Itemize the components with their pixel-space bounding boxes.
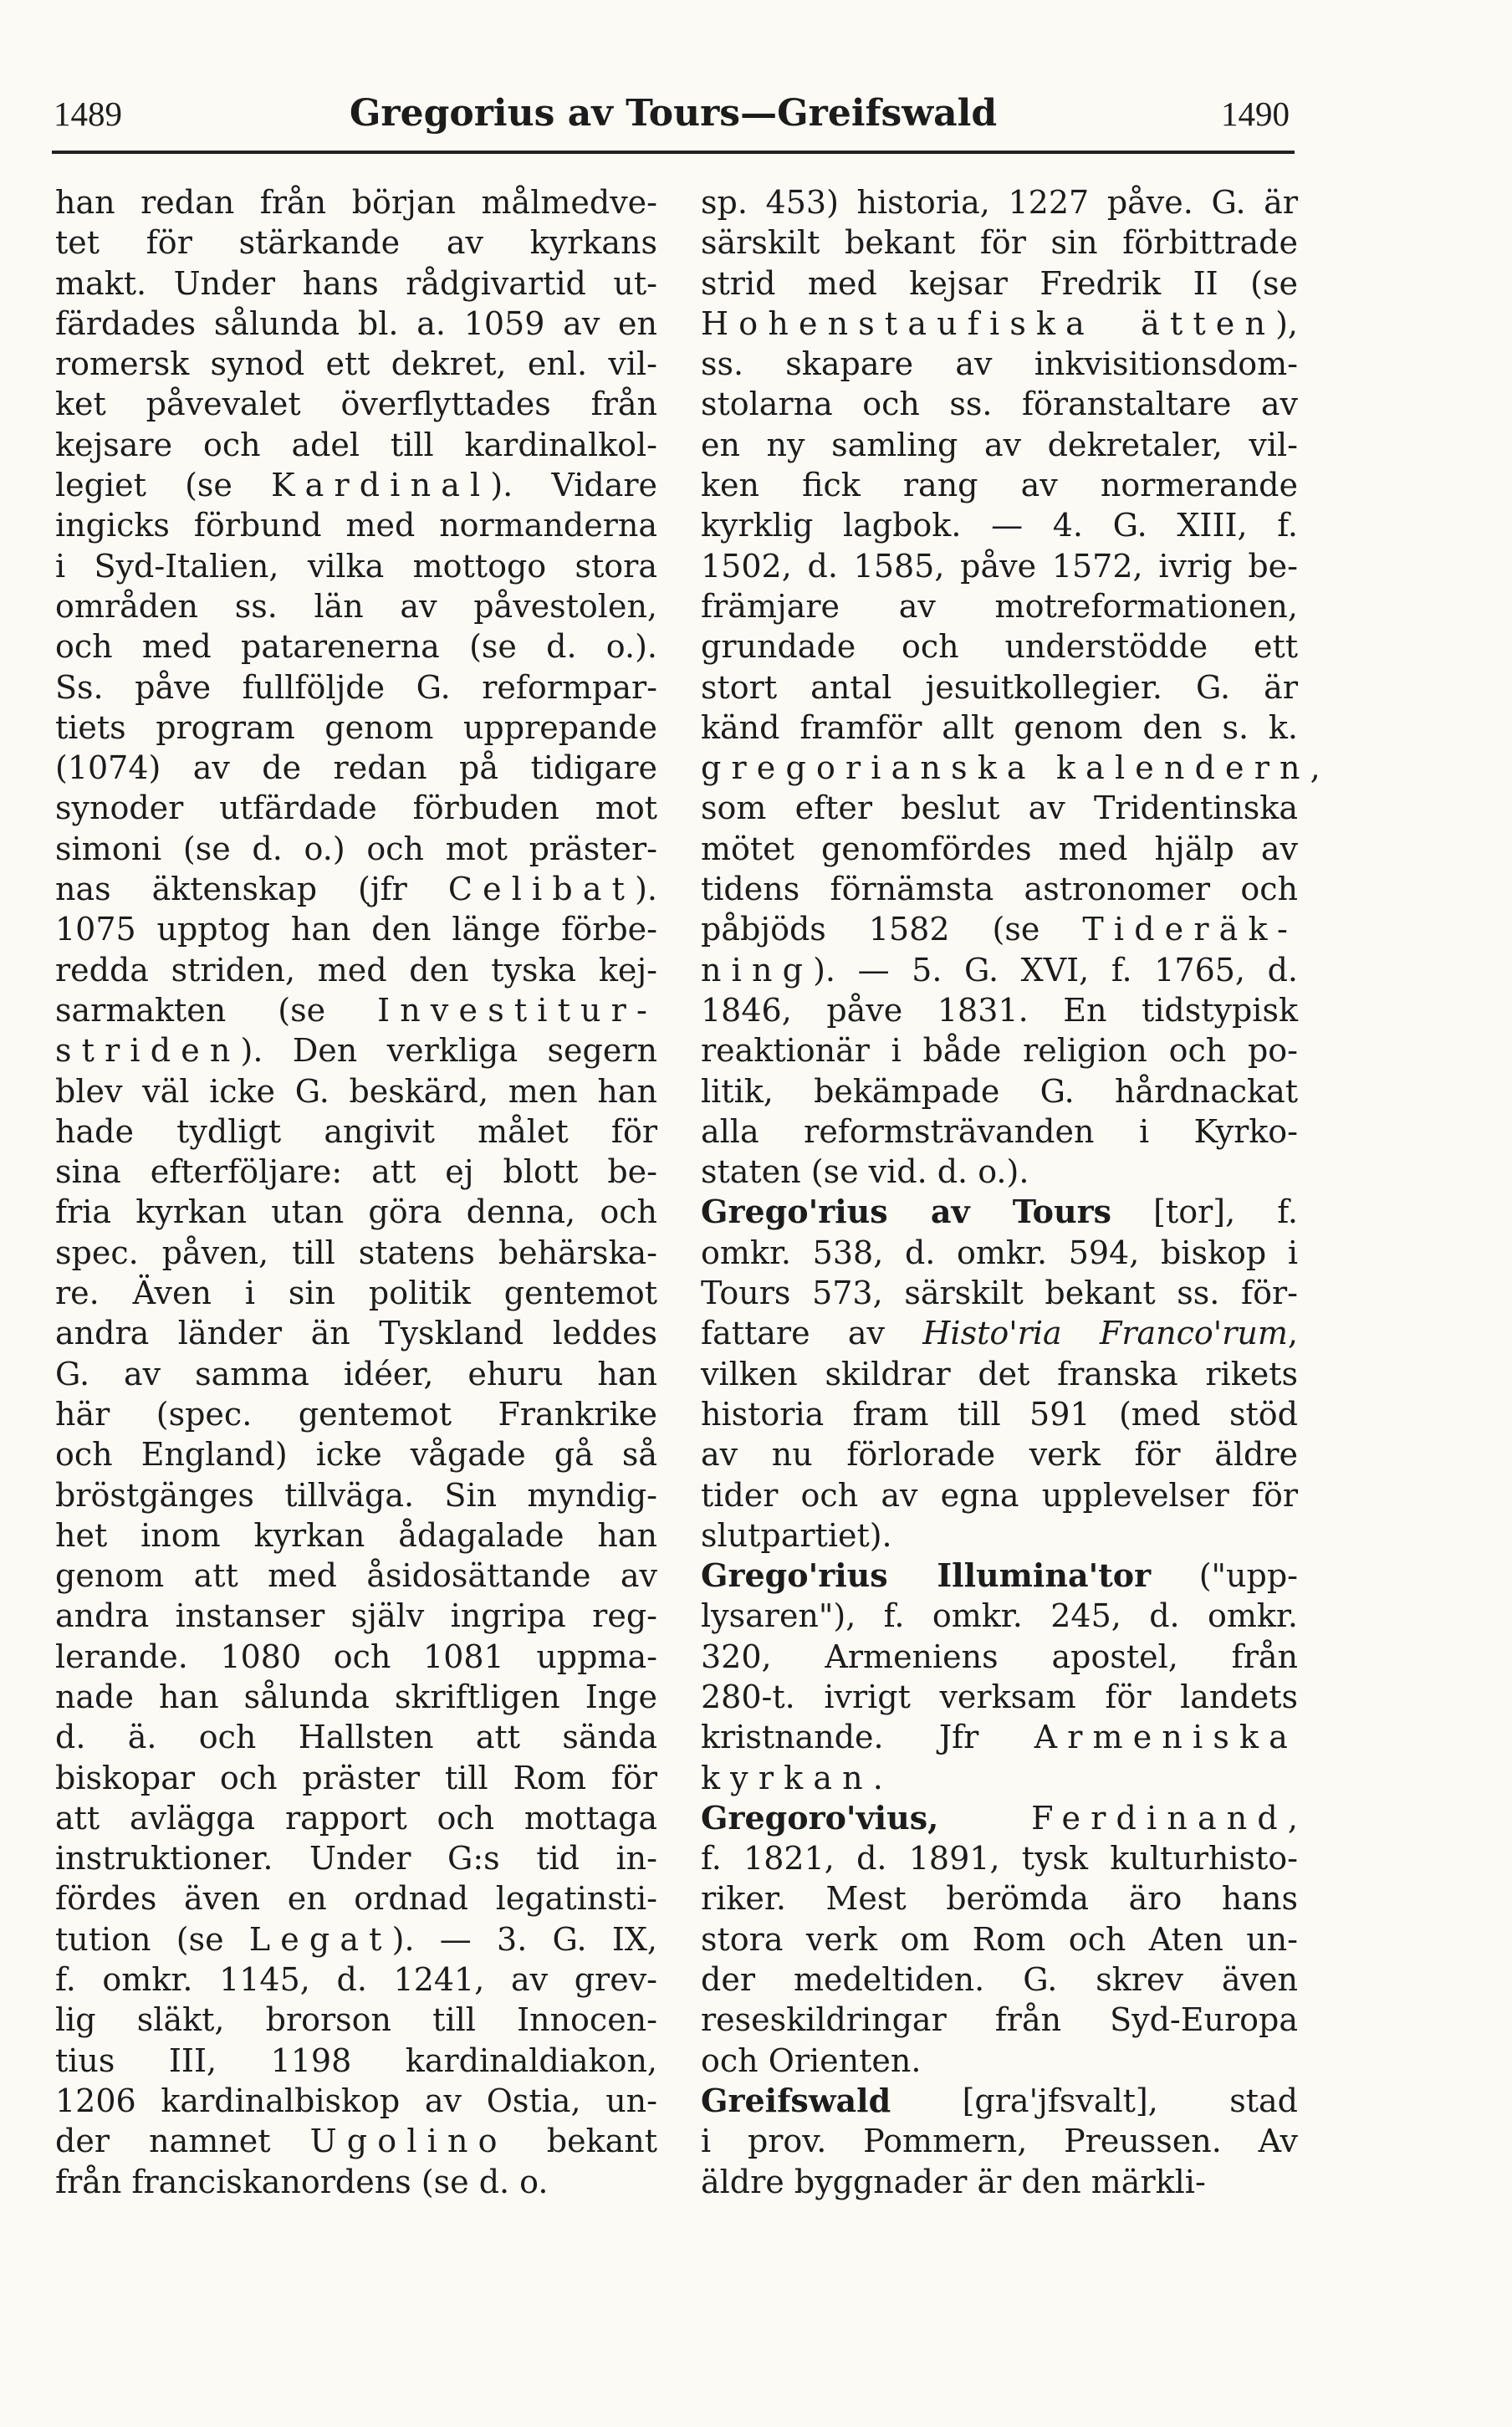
- text-line: stora verk om Rom och Aten un-: [701, 1920, 1298, 1958]
- text-line: tidens förnämsta astronomer och: [701, 871, 1298, 908]
- emphasized-term: Legat: [248, 1920, 392, 1958]
- text-line: bröstgänges tillväga. Sin myndig-: [55, 1476, 657, 1514]
- text-line: nade han sålunda skriftligen Inge: [55, 1678, 657, 1715]
- text-line: 1075 upptog han den länge förbe-: [55, 911, 657, 948]
- text-line: re. Även i sin politik gentemot: [55, 1275, 657, 1312]
- text-line: 1206 kardinalbiskop av Ostia, un-: [55, 2082, 657, 2119]
- text-line: mötet genomfördes med hjälp av: [701, 830, 1298, 867]
- text-line: och England) icke vågade gå så: [55, 1436, 657, 1474]
- text-line: 1846, påve 1831. En tidstypisk: [701, 991, 1298, 1029]
- text-line: och med patarenerna (se d. o.).: [55, 628, 657, 666]
- text-line: ss. skapare av inkvisitionsdom-: [701, 345, 1298, 383]
- text-line: Grego'rius av Tours [tor], f.: [701, 1193, 1298, 1231]
- text-line: makt. Under hans rådgivartid ut-: [55, 264, 657, 302]
- text-line: striden). Den verkliga segern: [55, 1032, 657, 1070]
- entry-headword: Grego'rius Illumina'tor: [701, 1556, 1152, 1595]
- text-line: i Syd-Italien, vilka mottogo stora: [55, 547, 657, 585]
- emphasized-term: ning: [701, 951, 814, 989]
- text-line: het inom kyrkan ådagalade han: [55, 1516, 657, 1554]
- text-line: romersk synod ett dekret, enl. vil-: [55, 345, 657, 383]
- text-line: kejsare och adel till kardinalkol-: [55, 426, 657, 463]
- text-line: som efter beslut av Tridentinska: [701, 789, 1298, 827]
- emphasized-term: Armeniska: [1034, 1719, 1298, 1756]
- text-line: gregorianska kalendern,: [701, 749, 1320, 787]
- emphasized-term: Kardinal: [271, 467, 491, 504]
- text-line: av nu förlorade verk för äldre: [701, 1436, 1298, 1474]
- text-line: der medeltiden. G. skrev även: [701, 1961, 1298, 1999]
- text-line: äldre byggnader är den märkli-: [701, 2163, 1206, 2200]
- text-line: stort antal jesuitkollegier. G. är: [701, 668, 1298, 706]
- text-line: i prov. Pommern, Preussen. Av: [701, 2123, 1298, 2160]
- text-line: sarmakten (se Investitur-: [55, 991, 657, 1029]
- text-line: tius III, 1198 kardinaldiakon,: [55, 2041, 657, 2079]
- text-line: f. omkr. 1145, d. 1241, av grev-: [55, 1961, 657, 1999]
- text-line: (1074) av de redan på tidigare: [55, 749, 657, 787]
- text-line: Hohenstaufiska ätten),: [701, 304, 1298, 342]
- emphasized-term: Tideräk-: [1082, 911, 1298, 948]
- emphasized-term: Investitur-: [377, 991, 657, 1029]
- text-line: andra instanser själv ingripa reg-: [55, 1597, 657, 1635]
- text-line: ken fick rang av normerande: [701, 467, 1298, 504]
- text-line: staten (se vid. d. o.).: [701, 1153, 1029, 1191]
- entry-headword: Gregoro'vius,: [701, 1798, 939, 1837]
- text-line: sp. 453) historia, 1227 påve. G. är: [701, 184, 1298, 221]
- text-line: G. av samma idéer, ehuru han: [55, 1355, 657, 1392]
- emphasized-term: striden: [55, 1032, 241, 1070]
- text-line: omkr. 538, d. omkr. 594, biskop i: [701, 1234, 1298, 1271]
- text-line: känd framför allt genom den s. k.: [701, 708, 1298, 746]
- emphasized-term: gregorianska kalendern: [701, 749, 1310, 787]
- text-line: andra länder än Tyskland leddes: [55, 1315, 657, 1352]
- entry-headword: Grego'rius av Tours: [701, 1193, 1112, 1231]
- text-line: lig släkt, brorson till Innocen-: [55, 2001, 657, 2039]
- text-line: främjare av motreformationen,: [701, 587, 1298, 625]
- text-line: Grego'rius Illumina'tor ("upp-: [701, 1556, 1298, 1595]
- text-line: fördes även en ordnad legatinsti-: [55, 1880, 657, 1918]
- text-line: hade tydligt angivit målet för: [55, 1112, 657, 1150]
- emphasized-term: kyrkan: [701, 1759, 873, 1796]
- text-line: strid med kejsar Fredrik II (se: [701, 264, 1298, 302]
- text-line: kristnande. Jfr Armeniska: [701, 1719, 1298, 1756]
- emphasized-term: Ferdinand: [1031, 1799, 1288, 1837]
- text-line: stolarna och ss. föranstaltare av: [701, 386, 1298, 423]
- text-line: grundade och understödde ett: [701, 628, 1298, 666]
- emphasized-term: Celibat: [447, 871, 636, 908]
- text-line: nas äktenskap (jfr Celibat).: [55, 871, 657, 908]
- text-line: att avlägga rapport och mottaga: [55, 1799, 657, 1837]
- text-line: sina efterföljare: att ej blott be-: [55, 1153, 657, 1191]
- text-line: och Orienten.: [701, 2041, 922, 2079]
- entry-headword: Greifswald: [701, 2081, 891, 2119]
- right-column: [701, 182, 1320, 2202]
- text-line: lerande. 1080 och 1081 uppma-: [55, 1638, 657, 1675]
- text-line: spec. påven, till statens behärska-: [55, 1234, 657, 1271]
- page-title: Gregorius av Tours—Greifswald: [349, 92, 998, 135]
- text-line: riker. Mest berömda äro hans: [701, 1880, 1298, 1918]
- text-line: Gregoro'vius, Ferdinand,: [701, 1798, 1298, 1837]
- text-line: vilken skildrar det franska rikets: [701, 1355, 1298, 1392]
- page-header: [52, 84, 1295, 154]
- text-line: fattare av Histo'ria Franco'rum,: [701, 1315, 1298, 1352]
- text-line: reseskildringar från Syd-Europa: [701, 2001, 1298, 2039]
- text-line: särskilt bekant för sin förbittrade: [701, 224, 1298, 262]
- text-line: 280-t. ivrigt verksam för landets: [701, 1678, 1298, 1715]
- emphasized-term: Ugolino: [309, 2123, 508, 2160]
- text-line: färdades sålunda bl. a. 1059 av en: [55, 304, 657, 342]
- emphasized-term: Histo'ria Franco'rum: [922, 1315, 1288, 1352]
- text-line: kyrkan.: [701, 1759, 883, 1796]
- text-line: slutpartiet).: [701, 1516, 892, 1554]
- text-line: redda striden, med den tyska kej-: [55, 951, 657, 989]
- page-number-right: 1490: [1221, 95, 1290, 133]
- text-line: Tours 573, särskilt bekant ss. för-: [701, 1275, 1298, 1312]
- emphasized-term: Hohenstaufiska ätten: [701, 304, 1276, 342]
- text-line: ning). — 5. G. XVI, f. 1765, d.: [701, 951, 1298, 989]
- text-line: simoni (se d. o.) och mot präster-: [55, 830, 657, 867]
- text-line: här (spec. gentemot Frankrike: [55, 1395, 657, 1433]
- text-line: synoder utfärdade förbuden mot: [55, 789, 657, 827]
- text-line: Greifswald [gra'jfsvalt], stad: [701, 2081, 1298, 2119]
- text-line: ket påvevalet överflyttades från: [55, 386, 657, 423]
- text-line: tet för stärkande av kyrkans: [55, 224, 657, 262]
- text-line: från franciskanordens (se d. o.: [55, 2163, 549, 2200]
- text-line: biskopar och präster till Rom för: [55, 1759, 657, 1796]
- text-line: lysaren"), f. omkr. 245, d. omkr.: [701, 1597, 1298, 1635]
- text-line: der namnet Ugolino bekant: [55, 2123, 658, 2160]
- text-line: genom att med åsidosättande av: [55, 1557, 657, 1595]
- page-number-left: 1489: [54, 95, 122, 133]
- text-line: historia fram till 591 (med stöd: [701, 1395, 1298, 1433]
- text-line: områden ss. län av påvestolen,: [55, 587, 657, 625]
- text-line: tiets program genom upprepande: [55, 708, 657, 746]
- text-line: tution (se Legat). — 3. G. IX,: [55, 1920, 658, 1958]
- text-line: legiet (se Kardinal). Vidare: [55, 467, 658, 504]
- text-line: 320, Armeniens apostel, från: [701, 1638, 1298, 1675]
- text-line: påbjöds 1582 (se Tideräk-: [701, 911, 1298, 948]
- text-line: reaktionär i både religion och po-: [701, 1032, 1298, 1070]
- text-line: en ny samling av dekretaler, vil-: [701, 426, 1298, 463]
- text-line: han redan från början målmedve-: [55, 184, 657, 221]
- text-line: tider och av egna upplevelser för: [701, 1476, 1298, 1514]
- text-line: Ss. påve fullföljde G. reformpar-: [55, 668, 657, 706]
- text-line: litik, bekämpade G. hårdnackat: [701, 1072, 1298, 1110]
- text-line: blev väl icke G. beskärd, men han: [55, 1072, 657, 1110]
- text-line: kyrklig lagbok. — 4. G. XIII, f.: [701, 507, 1298, 544]
- text-line: ingicks förbund med normanderna: [55, 507, 657, 544]
- text-line: 1502, d. 1585, påve 1572, ivrig be-: [701, 547, 1298, 585]
- left-column: [55, 182, 657, 2202]
- text-line: alla reformsträvanden i Kyrko-: [701, 1112, 1298, 1150]
- text-line: instruktioner. Under G:s tid in-: [55, 1840, 657, 1878]
- text-line: fria kyrkan utan göra denna, och: [55, 1193, 657, 1231]
- text-line: f. 1821, d. 1891, tysk kulturhisto-: [701, 1840, 1298, 1878]
- text-line: d. ä. och Hallsten att sända: [55, 1719, 657, 1756]
